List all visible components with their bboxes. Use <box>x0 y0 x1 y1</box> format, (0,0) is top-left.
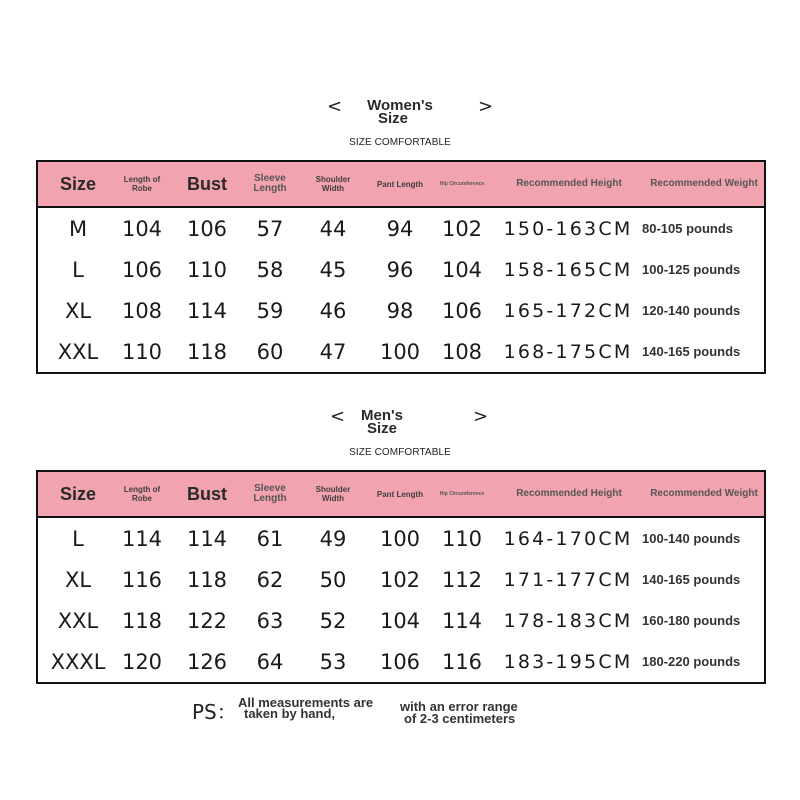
cell-length: 118 <box>121 608 163 633</box>
cell-sleeve: 62 <box>256 567 284 592</box>
women-header-row <box>38 162 764 208</box>
cell-weight: 180-220 pounds <box>642 654 741 669</box>
cell-shoulder: 53 <box>319 649 347 674</box>
cell-height: 183-195CM <box>503 650 633 673</box>
cell-pant: 102 <box>379 567 421 592</box>
cell-shoulder: 50 <box>319 567 347 592</box>
women-title-line1: Women's <box>367 97 433 114</box>
women-title-line2: Size <box>377 110 408 127</box>
cell-weight: 100-140 pounds <box>642 531 741 546</box>
men-size-table <box>36 470 766 684</box>
cell-hip: 104 <box>441 257 483 282</box>
cell-sleeve: 60 <box>256 339 284 364</box>
footnote-line2-right: of 2-3 centimeters <box>404 711 516 726</box>
footnote <box>192 694 612 728</box>
cell-hip: 106 <box>441 298 483 323</box>
women-rows <box>38 208 764 372</box>
cell-hip: 110 <box>441 526 483 551</box>
table-row <box>38 518 764 559</box>
header-weight: Recommended Weight <box>650 488 758 499</box>
cell-hip: 112 <box>441 567 483 592</box>
cell-pant: 100 <box>379 526 421 551</box>
women-size-table <box>36 160 766 374</box>
women-subtitle: SIZE COMFORTABLE <box>349 137 451 148</box>
header-bust: Bust <box>187 173 227 194</box>
men-subtitle: SIZE COMFORTABLE <box>349 447 451 458</box>
chevron-right-icon: > <box>473 406 489 427</box>
cell-shoulder: 52 <box>319 608 347 633</box>
cell-hip: 116 <box>441 649 483 674</box>
header-length: Length of Robe <box>123 175 161 193</box>
cell-weight: 140-165 pounds <box>642 572 741 587</box>
cell-hip: 108 <box>441 339 483 364</box>
cell-size: XL <box>64 567 92 592</box>
footnote-label: PS： <box>192 700 237 724</box>
cell-size: XXL <box>57 339 99 364</box>
cell-length: 104 <box>121 216 163 241</box>
cell-pant: 106 <box>379 649 421 674</box>
cell-bust: 122 <box>186 608 228 633</box>
footnote-line1-right: with an error range <box>400 699 518 714</box>
table-row <box>38 290 764 331</box>
cell-weight: 80-105 pounds <box>642 221 734 236</box>
cell-size: L <box>72 526 84 551</box>
cell-bust: 118 <box>186 567 228 592</box>
men-section-title <box>0 406 800 440</box>
cell-sleeve: 63 <box>256 608 284 633</box>
cell-height: 164-170CM <box>503 527 633 550</box>
men-title-line2: Size <box>366 420 397 437</box>
header-shoulder: Shoulder Width <box>315 485 351 503</box>
cell-hip: 114 <box>441 608 483 633</box>
header-size: Size <box>59 173 97 194</box>
footnote-line2-left: taken by hand, <box>244 706 336 721</box>
cell-length: 114 <box>121 526 163 551</box>
header-weight: Recommended Weight <box>650 178 758 189</box>
cell-length: 116 <box>121 567 163 592</box>
cell-sleeve: 59 <box>256 298 284 323</box>
women-section-title <box>0 96 800 130</box>
cell-sleeve: 58 <box>256 257 284 282</box>
header-sleeve: Sleeve Length <box>253 483 287 504</box>
cell-size: XXXL <box>50 649 106 674</box>
cell-height: 168-175CM <box>503 340 633 363</box>
header-pant: Pant Length <box>376 489 424 499</box>
footnote-line1-left: All measurements are <box>238 695 374 710</box>
cell-height: 158-165CM <box>503 258 633 281</box>
header-length: Length of Robe <box>123 485 161 503</box>
cell-size: M <box>68 216 88 241</box>
cell-bust: 126 <box>186 649 228 674</box>
chevron-left-icon: < <box>327 96 343 117</box>
men-title <box>332 409 432 435</box>
header-shoulder: Shoulder Width <box>315 175 351 193</box>
cell-length: 120 <box>121 649 163 674</box>
cell-weight: 160-180 pounds <box>642 613 741 628</box>
cell-hip: 102 <box>441 216 483 241</box>
cell-height: 150-163CM <box>503 217 633 240</box>
cell-bust: 114 <box>186 526 228 551</box>
header-pant: Pant Length <box>376 179 424 189</box>
women-title <box>350 99 450 125</box>
cell-pant: 98 <box>386 298 414 323</box>
cell-pant: 100 <box>379 339 421 364</box>
cell-weight: 120-140 pounds <box>642 303 741 318</box>
cell-pant: 94 <box>386 216 414 241</box>
table-row <box>38 249 764 290</box>
cell-size: L <box>72 257 84 282</box>
table-row <box>38 559 764 600</box>
cell-pant: 96 <box>386 257 414 282</box>
cell-sleeve: 61 <box>256 526 284 551</box>
cell-sleeve: 64 <box>256 649 284 674</box>
cell-bust: 110 <box>186 257 228 282</box>
cell-weight: 140-165 pounds <box>642 344 741 359</box>
chevron-left-icon: < <box>330 406 346 427</box>
cell-length: 108 <box>121 298 163 323</box>
cell-shoulder: 46 <box>319 298 347 323</box>
men-rows <box>38 518 764 682</box>
men-title-line1: Men's <box>361 407 403 424</box>
header-hip: Hip Circumference <box>439 491 485 497</box>
cell-weight: 100-125 pounds <box>642 262 741 277</box>
cell-pant: 104 <box>379 608 421 633</box>
table-row <box>38 641 764 682</box>
header-size: Size <box>59 483 97 504</box>
header-height: Recommended Height <box>516 488 622 499</box>
cell-length: 106 <box>121 257 163 282</box>
cell-bust: 114 <box>186 298 228 323</box>
table-row <box>38 208 764 249</box>
chevron-right-icon: > <box>478 96 494 117</box>
cell-shoulder: 45 <box>319 257 347 282</box>
cell-size: XL <box>64 298 92 323</box>
cell-height: 171-177CM <box>503 568 633 591</box>
cell-shoulder: 49 <box>319 526 347 551</box>
header-hip: Hip Circumference <box>439 181 485 187</box>
header-height: Recommended Height <box>516 178 622 189</box>
header-bust: Bust <box>187 483 227 504</box>
cell-bust: 106 <box>186 216 228 241</box>
cell-size: XXL <box>57 608 99 633</box>
cell-length: 110 <box>121 339 163 364</box>
cell-height: 165-172CM <box>503 299 633 322</box>
cell-height: 178-183CM <box>503 609 633 632</box>
table-row <box>38 600 764 641</box>
men-header-row <box>38 472 764 518</box>
cell-shoulder: 47 <box>319 339 347 364</box>
cell-sleeve: 57 <box>256 216 284 241</box>
cell-shoulder: 44 <box>319 216 347 241</box>
table-row <box>38 331 764 372</box>
header-sleeve: Sleeve Length <box>253 173 287 194</box>
cell-bust: 118 <box>186 339 228 364</box>
